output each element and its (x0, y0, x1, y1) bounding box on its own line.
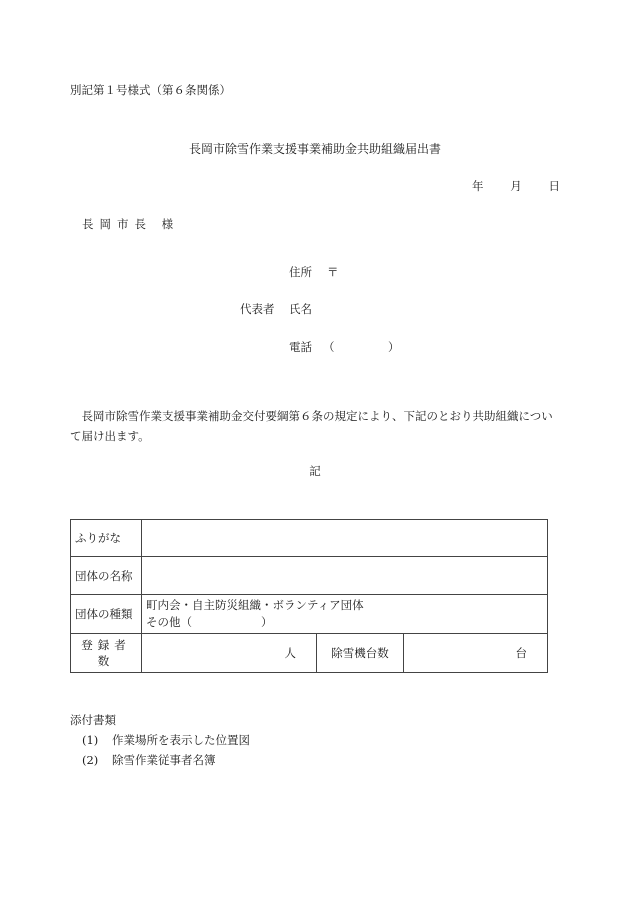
attachment-text: 除雪作業従事者名簿 (112, 753, 216, 767)
registration-table (70, 519, 548, 673)
address-label: 住所 (289, 265, 312, 279)
attachment-item (82, 752, 216, 768)
phone-paren-close: ） (388, 340, 400, 354)
group-type-other: その他（ ） (146, 615, 273, 629)
table-row (71, 520, 548, 557)
machines-label: 除雪機台数 (317, 634, 404, 673)
date-month: 月 (510, 179, 522, 193)
furigana-field[interactable] (142, 520, 548, 557)
postal-mark: 〒 (327, 265, 339, 279)
attachment-text: 作業場所を表示した位置図 (112, 733, 250, 747)
group-name-label: 団体の名称 (71, 557, 142, 595)
machines-field[interactable] (404, 634, 548, 673)
attachment-number: (1) (82, 733, 99, 747)
representative-label: 代表者 (240, 302, 275, 316)
date-day: 日 (548, 179, 560, 193)
group-type-options: 町内会・自主防災組織・ボランティア団体 (146, 598, 364, 612)
attachment-number: (2) (82, 753, 99, 767)
members-field[interactable] (142, 634, 317, 673)
group-type-label: 団体の種類 (71, 595, 142, 634)
name-label: 氏名 (289, 302, 312, 316)
machines-unit: 台 (515, 646, 527, 660)
document-title: 長岡市除雪作業支援事業補助金共助組織届出書 (188, 142, 441, 156)
attachment-item (82, 732, 250, 748)
date-year: 年 (472, 179, 484, 193)
body-text: 長岡市除雪作業支援事業補助金交付要綱第６条の規定により、下記のとおり共助組織について届け出ます。 (70, 409, 553, 443)
table-row (71, 557, 548, 595)
date-line (472, 178, 560, 194)
table-row (71, 595, 548, 634)
members-unit: 人 (284, 646, 296, 660)
ki-heading: 記 (309, 464, 321, 478)
table-row (71, 634, 548, 673)
group-type-field[interactable] (142, 595, 548, 634)
form-number-label: 別記第１号様式（第６条関係） (70, 83, 231, 97)
group-name-field[interactable] (142, 557, 548, 595)
members-label: 登録者数 (71, 634, 142, 673)
phone-label: 電話 (289, 340, 312, 354)
furigana-label: ふりがな (71, 520, 142, 557)
addressee: 長岡市長 様 (82, 217, 180, 231)
attachments-title: 添付書類 (70, 713, 116, 727)
phone-paren-open: （ (323, 340, 335, 354)
